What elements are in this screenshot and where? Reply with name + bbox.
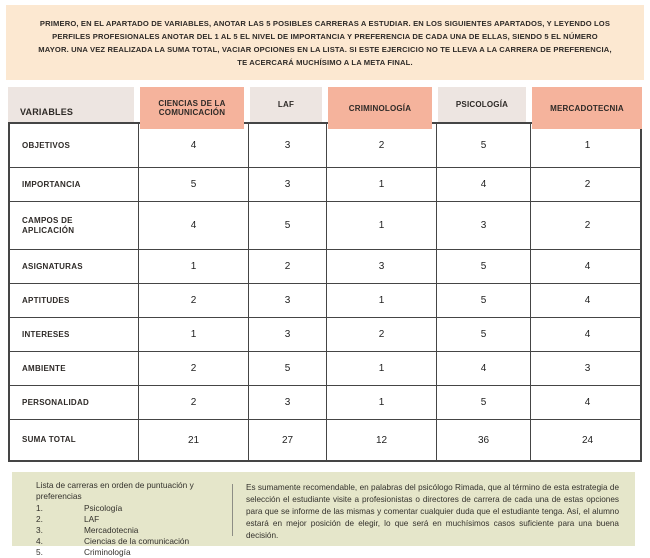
score-cell: 4 [584, 261, 591, 272]
column-header-variables-label: VARIABLES [8, 87, 134, 122]
score-cell: 5 [249, 202, 327, 249]
ranking-item-name: Mercadotecnia [84, 525, 139, 535]
score-cell: 3 [249, 124, 327, 167]
score-cell: 3 [584, 363, 591, 374]
ranking-item-name: LAF [84, 514, 100, 524]
row-label: ASIGNATURAS [10, 250, 139, 283]
score-cell: 4 [584, 329, 591, 340]
table-row-aptitudes [10, 284, 640, 318]
table-row-objetivos [10, 124, 640, 168]
score-cell: 5 [249, 352, 327, 385]
score-cell: 2 [139, 284, 249, 317]
score-cell: 4 [584, 295, 591, 306]
score-cell: 2 [327, 124, 437, 167]
score-cell: 1 [327, 352, 437, 385]
ranking-item-name: Psicología [84, 503, 123, 513]
ranking-item [36, 503, 226, 514]
score-cell: 5 [139, 168, 249, 201]
ranking-item [36, 514, 226, 525]
recommendation-note: Es sumamente recomendable, en palabras del psicólogo Rimada, que al término de esta estrategia de selección el estudiante visite a profesionistas o directores de carrera de cada una de estas opciones para que se informe de las mismas y comentar cualquier duda que el estudiante tenga. Así, el alumno estará en mejor posición de elegir, lo que será en muchísimos casos suficiente para una buena decisión. [246, 483, 619, 540]
ranking-list [12, 472, 232, 557]
score-cell: 1 [584, 140, 591, 151]
ranking-list-title: Lista de carreras en orden de puntuación y preferencias [36, 480, 194, 501]
table-row-ambiente [10, 352, 640, 386]
total-cell: 12 [327, 420, 437, 460]
score-cell: 2 [139, 386, 249, 419]
table-row-asignaturas [10, 250, 640, 284]
score-cell: 4 [139, 124, 249, 167]
column-header-variables [8, 87, 137, 122]
table-row-personalidad [10, 386, 640, 420]
score-cell: 3 [249, 168, 327, 201]
ranking-item [36, 525, 226, 536]
row-label: INTERESES [10, 318, 139, 351]
score-cell: 3 [249, 386, 327, 419]
score-cell: 5 [437, 386, 531, 419]
total-cell: 24 [581, 434, 594, 446]
score-cell: 5 [437, 124, 531, 167]
score-cell: 4 [437, 168, 531, 201]
score-cell: 5 [437, 250, 531, 283]
score-cell: 2 [584, 220, 591, 231]
ranking-item-number: 4. [36, 536, 43, 546]
score-cell: 2 [327, 318, 437, 351]
score-cell: 1 [139, 318, 249, 351]
score-cell: 3 [249, 284, 327, 317]
ranking-item [36, 536, 226, 547]
scores-table [8, 122, 642, 462]
score-cell: 1 [327, 284, 437, 317]
total-cell: 36 [437, 420, 531, 460]
row-label: SUMA TOTAL [10, 420, 139, 460]
table-header-row [8, 87, 642, 122]
score-cell: 2 [139, 352, 249, 385]
score-cell: 1 [139, 250, 249, 283]
score-cell: 5 [437, 284, 531, 317]
ranking-item [36, 547, 226, 558]
ranking-item-name: Criminología [84, 547, 131, 557]
score-cell: 1 [327, 202, 437, 249]
ranking-item-number: 2. [36, 514, 43, 524]
results-panel [12, 472, 635, 557]
score-cell: 3 [327, 250, 437, 283]
score-cell: 3 [437, 202, 531, 249]
row-label: AMBIENTE [10, 352, 139, 385]
score-cell: 4 [139, 202, 249, 249]
score-cell: 4 [437, 352, 531, 385]
ranking-list-items [36, 503, 226, 558]
row-label: APTITUDES [10, 284, 139, 317]
score-cell: 3 [249, 318, 327, 351]
total-cell: 27 [249, 420, 327, 460]
column-header-ciencias-de-la-comunicacion: CIENCIAS DE LA COMUNICACIÓN [137, 87, 247, 122]
score-cell: 1 [327, 168, 437, 201]
column-header-laf: LAF [247, 87, 325, 122]
column-header-criminologia: CRIMINOLOGÍA [325, 87, 435, 122]
score-cell: 2 [249, 250, 327, 283]
instructions-text: PRIMERO, EN EL APARTADO DE VARIABLES, ANOTAR LAS 5 POSIBLES CARRERAS A ESTUDIAR. EN LOS SIGUIENTES APARTADOS, Y LEYENDO LOS PERFILES PROFESIONALES ANOTAR DEL 1 AL 5 EL NIVEL DE IMPORTANCIA Y PREFERENCIA DE CADA UNA DE ELLAS, SIENDO 5 EL NÚMERO MAYOR. UNA VEZ REALIZADA LA SUMA TOTAL, VACIAR OPCIONES EN LA LISTA. SI ESTE EJERCICIO NO TE LLEVA A LA CARRERA DE PREFERENCIA, TE ACERCARÁ MUCHÍSIMO A LA META FINAL. [38, 19, 612, 67]
instructions-banner [6, 5, 644, 80]
score-cell: 5 [437, 318, 531, 351]
ranking-item-number: 5. [36, 547, 43, 557]
ranking-item-name: Ciencias de la comunicación [84, 536, 190, 546]
score-cell: 4 [584, 397, 591, 408]
column-header-psicologia: PSICOLOGÍA [435, 87, 529, 122]
score-cell: 2 [584, 179, 591, 190]
row-label: OBJETIVOS [10, 124, 139, 167]
ranking-item-number: 1. [36, 503, 43, 513]
table-row-importancia [10, 168, 640, 202]
total-cell: 21 [139, 420, 249, 460]
row-label: PERSONALIDAD [10, 386, 139, 419]
row-label: CAMPOS DE APLICACIÓN [10, 202, 139, 249]
table-row-suma-total [10, 420, 640, 460]
ranking-item-number: 3. [36, 525, 43, 535]
table-row-campos-de-aplicacion [10, 202, 640, 250]
row-label: IMPORTANCIA [10, 168, 139, 201]
column-header-mercadotecnia: MERCADOTECNIA [529, 87, 642, 122]
score-cell: 1 [327, 386, 437, 419]
table-row-intereses [10, 318, 640, 352]
